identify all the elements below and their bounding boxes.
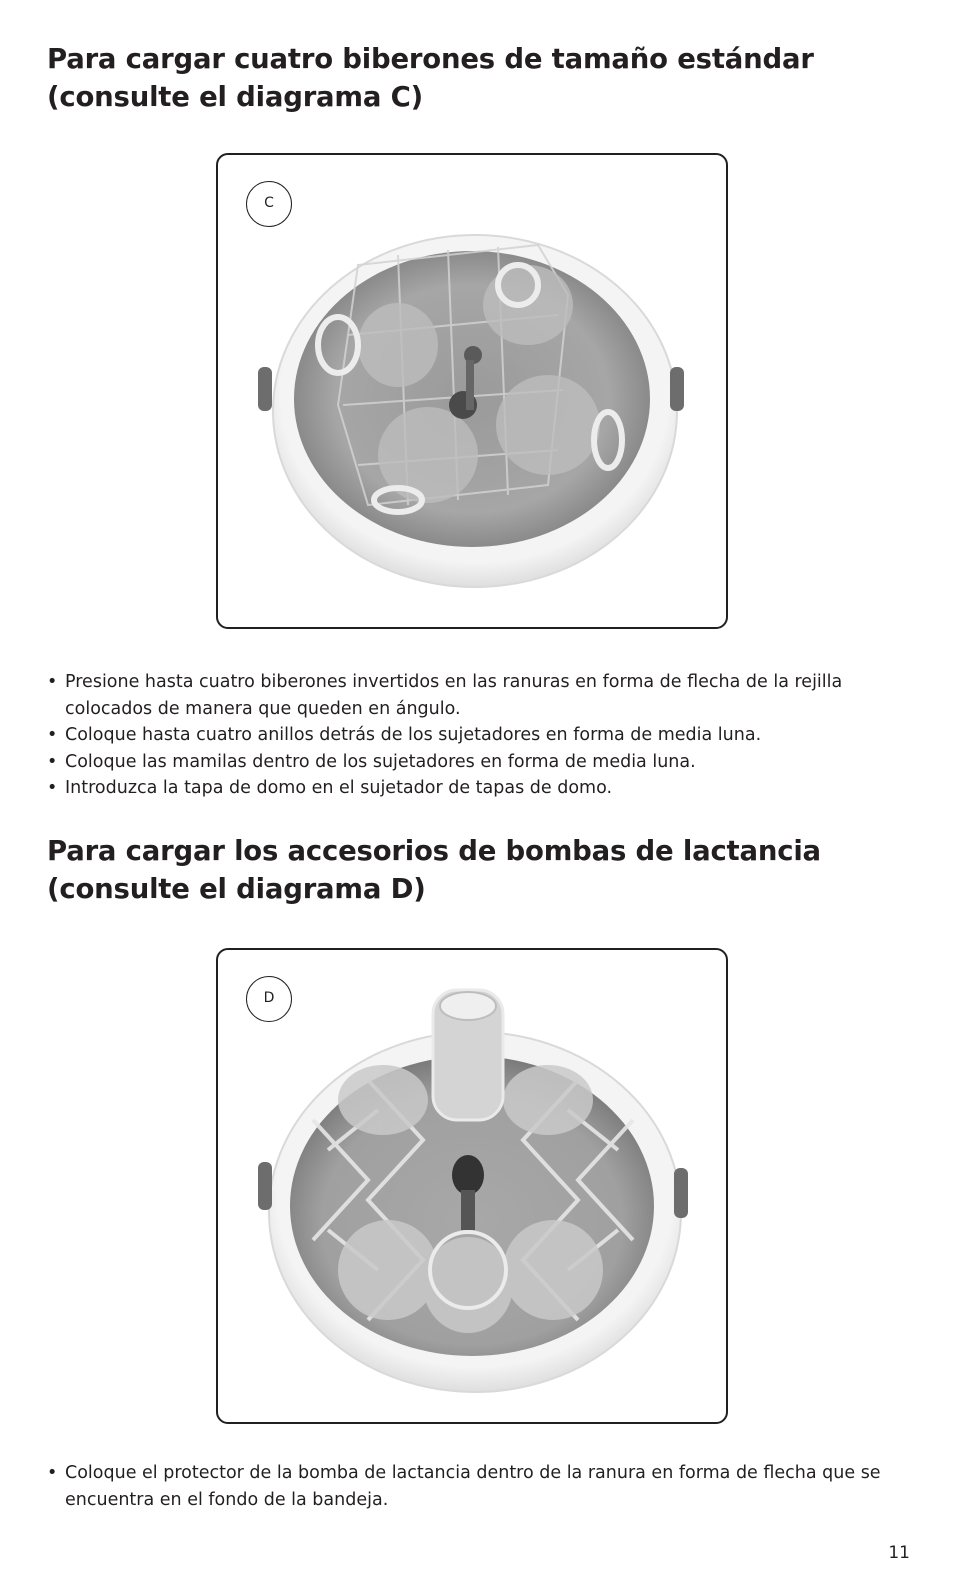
heading-line: Para cargar los accesorios de bombas de lactancia <box>47 835 821 867</box>
list-item: • Coloque las mamilas dentro de los sujetadores en forma de media luna. <box>47 749 927 776</box>
diagram-label-badge: D <box>246 976 292 1022</box>
heading-line: (consulte el diagrama D) <box>47 873 426 905</box>
list-item: • Coloque hasta cuatro anillos detrás de los sujetadores en forma de media luna. <box>47 722 927 749</box>
list-item: • Coloque el protector de la bomba de lactancia dentro de la ranura en forma de flecha que se encuentra en el fondo de la bandeja. <box>47 1460 927 1513</box>
instruction-list-c <box>47 669 927 802</box>
heading-line: Para cargar cuatro biberones de tamaño estándar <box>47 43 814 75</box>
list-item: • Presione hasta cuatro biberones invertidos en las ranuras en forma de flecha de la rejilla colocados de manera que queden en ángulo. <box>47 669 927 722</box>
diagram-d-figure <box>216 948 728 1424</box>
heading-line: (consulte el diagrama C) <box>47 81 423 113</box>
section-heading-diagram-c <box>47 40 907 116</box>
page-number: 11 <box>888 1543 910 1563</box>
diagram-label-badge: C <box>246 181 292 227</box>
sterilizer-bottles-illustration <box>218 155 726 627</box>
list-item: • Introduzca la tapa de domo en el sujetador de tapas de domo. <box>47 775 927 802</box>
instruction-list-d <box>47 1460 927 1513</box>
sterilizer-breast-pump-illustration <box>218 950 726 1422</box>
section-heading-diagram-d <box>47 832 907 908</box>
diagram-c-figure <box>216 153 728 629</box>
